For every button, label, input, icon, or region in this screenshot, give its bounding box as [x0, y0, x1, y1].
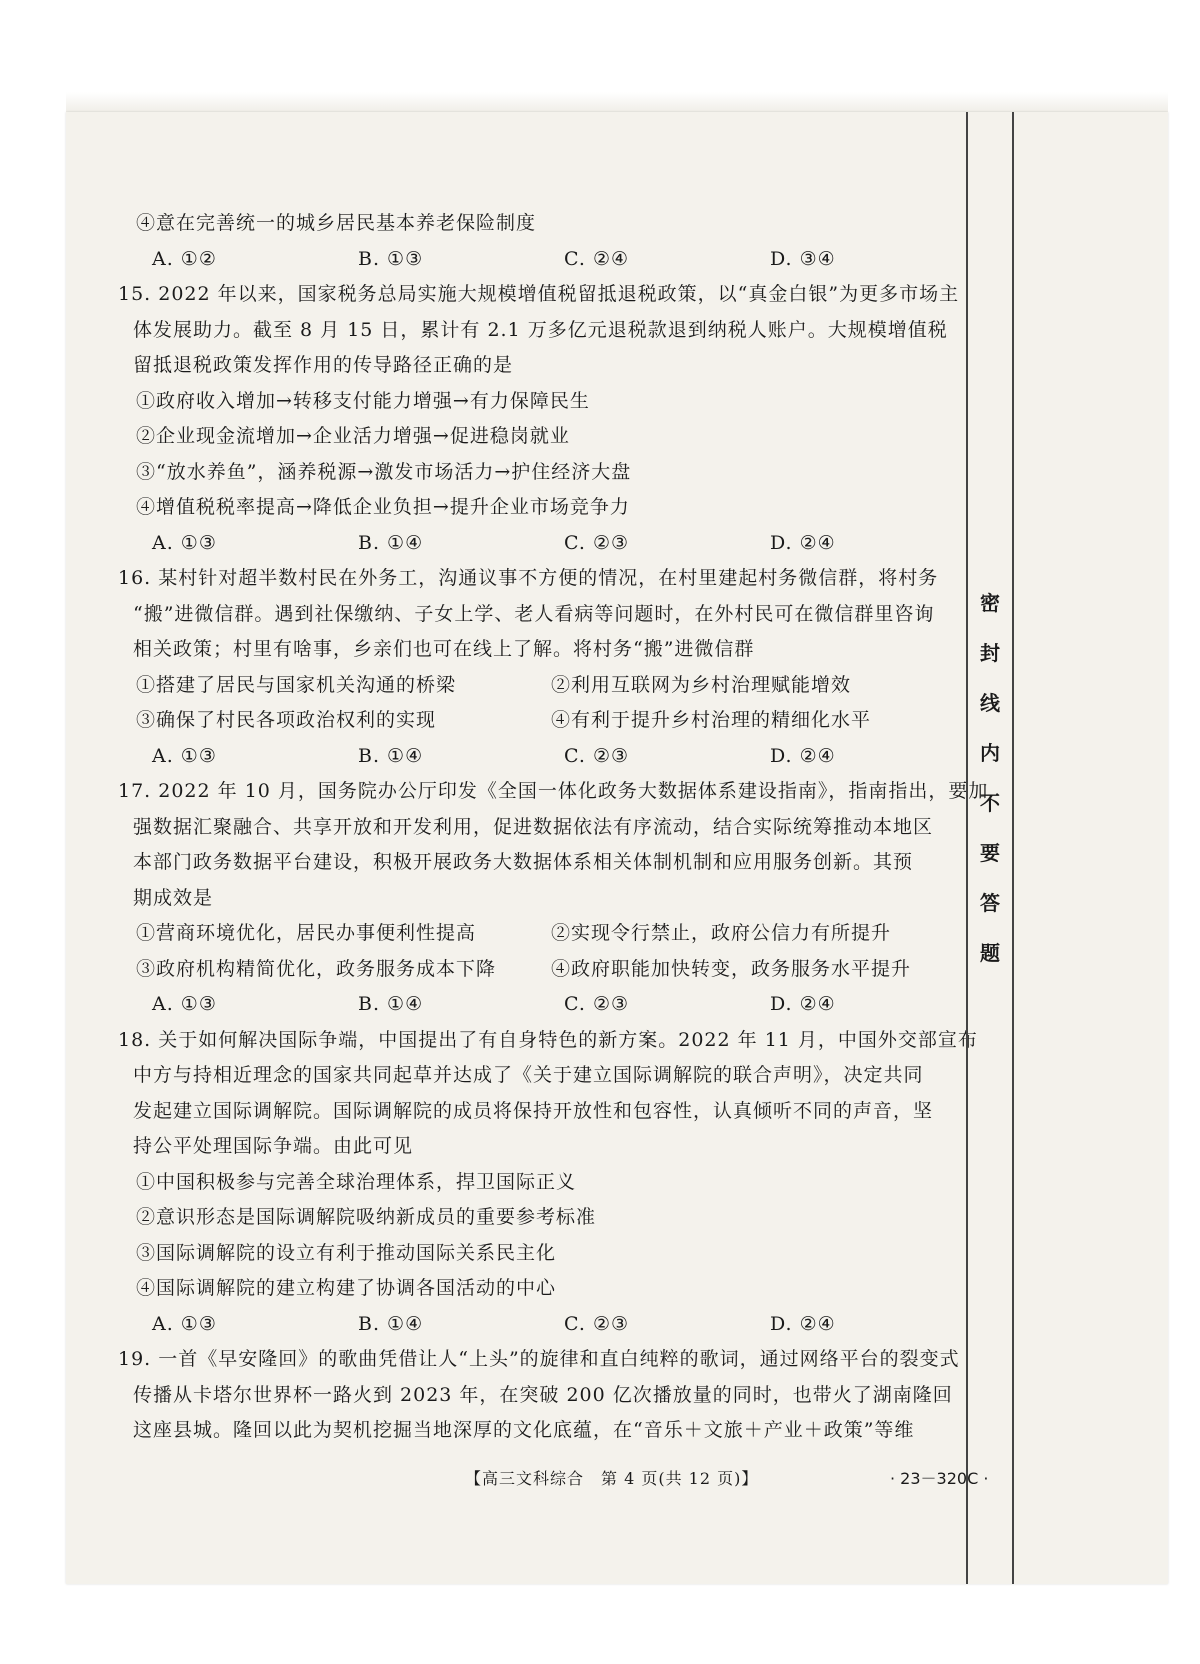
option-item: ②企业现金流增加→企业活力增强→促进稳岗就业 — [136, 425, 570, 447]
seal-char: 题 — [980, 941, 1000, 965]
question-text: 体发展助力。截至 8 月 15 日，累计有 2.1 万多亿元退税款退到纳税人账户。大规模增值税 — [133, 318, 948, 341]
option-item: ④国际调解院的建立构建了协调各国活动的中心 — [136, 1277, 557, 1299]
answer-choice: B. ①③ — [358, 247, 424, 270]
answer-choices — [118, 987, 978, 1023]
seal-char: 要 — [980, 841, 1000, 865]
answer-choice: B. ①④ — [358, 1312, 424, 1335]
answer-choices — [118, 1307, 978, 1343]
question-text: 强数据汇聚融合、共享开放和开发利用，促进数据依法有序流动，结合实际统筹推动本地区 — [133, 815, 934, 838]
answer-choice: B. ①④ — [358, 531, 424, 554]
option-item: ①政府收入增加→转移支付能力增强→有力保障民生 — [136, 389, 590, 412]
answer-choice: D. ③④ — [770, 247, 836, 270]
answer-choice: C. ②③ — [564, 1312, 630, 1335]
seal-char: 密 — [980, 591, 1000, 615]
option-pair — [118, 916, 978, 952]
question-text: 本部门政务数据平台建设，积极开展政务大数据体系相关体制机制和应用服务创新。其预 — [133, 851, 914, 873]
answer-choice: A. ①② — [152, 247, 217, 270]
answer-choice: A. ①③ — [152, 531, 217, 554]
option-item: ③政府机构精简优化，政务服务成本下降 — [136, 957, 497, 980]
option-pair — [118, 668, 978, 704]
answer-choice: C. ②③ — [564, 531, 630, 554]
answer-choice: D. ②④ — [770, 531, 836, 554]
option-item: ③国际调解院的设立有利于推动国际关系民主化 — [136, 1241, 557, 1264]
option-item: ④意在完善统一的城乡居民基本养老保险制度 — [136, 212, 537, 234]
option-item: ④有利于提升乡村治理的精细化水平 — [551, 709, 872, 731]
option-item: ②实现令行禁止，政府公信力有所提升 — [551, 922, 892, 944]
question-stem: 17. 2022 年 10 月，国务院办公厅印发《全国一体化政务大数据体系建设指南》，指南指出，要加 — [118, 780, 989, 802]
seal-char: 线 — [980, 691, 1000, 715]
question-text: “搬”进微信群。遇到社保缴纳、子女上学、老人看病等问题时，在外村民可在微信群里咨询 — [133, 602, 935, 625]
answer-choice: A. ①③ — [152, 1312, 217, 1335]
option-pair — [118, 952, 978, 988]
answer-choice: B. ①④ — [358, 993, 424, 1015]
question-text: 发起建立国际调解院。国际调解院的成员将保持开放性和包容性，认真倾听不同的声音，坚 — [133, 1099, 934, 1122]
answer-choice: B. ①④ — [358, 744, 424, 767]
answer-choices — [118, 526, 978, 562]
option-item: ③“放水养鱼”，涵养税源→激发市场活力→护住经济大盘 — [136, 460, 632, 483]
option-pair — [118, 703, 978, 739]
option-item: ④政府职能加快转变，政务服务水平提升 — [551, 957, 912, 980]
answer-choice: D. ②④ — [770, 1312, 836, 1335]
question-stem: 18. 关于如何解决国际争端，中国提出了有自身特色的新方案。2022 年 11 月，中国外交部宣布 — [118, 1028, 978, 1051]
question-text: 传播从卡塔尔世界杯一路火到 2023 年，在突破 200 亿次播放量的同时，也带火了湖南隆回 — [133, 1383, 953, 1406]
question-text: 相关政策；村里有啥事，乡亲们也可在线上了解。将村务“搬”进微信群 — [133, 638, 755, 660]
question-text: 留抵退税政策发挥作用的传导路径正确的是 — [133, 354, 514, 376]
seal-line-text — [978, 590, 1002, 990]
question-stem: 19. 一首《早安隆回》的歌曲凭借让人“上头”的旋律和直白纯粹的歌词，通过网络平台的裂变式 — [118, 1348, 960, 1370]
answer-choices — [118, 739, 978, 775]
answer-choice: A. ①③ — [152, 993, 217, 1015]
answer-choices — [118, 242, 978, 278]
question-stem: 16. 某村针对超半数村民在外务工，沟通议事不方便的情况，在村里建起村务微信群，将村务 — [118, 567, 939, 589]
answer-choice: C. ②③ — [564, 993, 630, 1015]
question-text: 持公平处理国际争端。由此可见 — [133, 1135, 414, 1157]
seal-char: 答 — [980, 891, 1000, 915]
answer-choice: C. ②③ — [564, 744, 630, 767]
option-item: ②利用互联网为乡村治理赋能增效 — [551, 673, 852, 696]
answer-choice: C. ②④ — [564, 247, 630, 270]
option-item: ④增值税税率提高→降低企业负担→提升企业市场竞争力 — [136, 496, 630, 518]
question-text: 这座县城。隆回以此为契机挖掘当地深厚的文化底蕴，在“音乐＋文旅＋产业＋政策”等维 — [133, 1419, 915, 1441]
option-item: ②意识形态是国际调解院吸纳新成员的重要参考标准 — [136, 1206, 597, 1228]
question-text: 中方与持相近理念的国家共同起草并达成了《关于建立国际调解院的联合声明》，决定共同 — [133, 1064, 924, 1086]
answer-choice: D. ②④ — [770, 993, 836, 1015]
option-item: ①中国积极参与完善全球治理体系，捍卫国际正义 — [136, 1170, 577, 1193]
paper-top-edge — [66, 92, 1168, 112]
seal-char: 封 — [980, 641, 1000, 665]
seal-char: 内 — [980, 741, 1000, 765]
page-footer: 【高三文科综合 第 4 页(共 12 页)】 — [465, 1469, 759, 1488]
seal-char: 不 — [980, 791, 1000, 815]
answer-choice: D. ②④ — [770, 744, 836, 767]
question-text: 期成效是 — [133, 886, 214, 909]
option-item: ①搭建了居民与国家机关沟通的桥梁 — [136, 673, 457, 696]
option-item: ③确保了村民各项政治权利的实现 — [136, 709, 437, 731]
answer-choice: A. ①③ — [152, 744, 217, 767]
paper-code: · 23－320C · — [890, 1469, 989, 1488]
question-stem: 15. 2022 年以来，国家税务总局实施大规模增值税留抵退税政策，以“真金白银”为更多市场主 — [118, 283, 960, 305]
question-content — [118, 206, 989, 1449]
option-item: ①营商环境优化，居民办事便利性提高 — [136, 922, 477, 944]
